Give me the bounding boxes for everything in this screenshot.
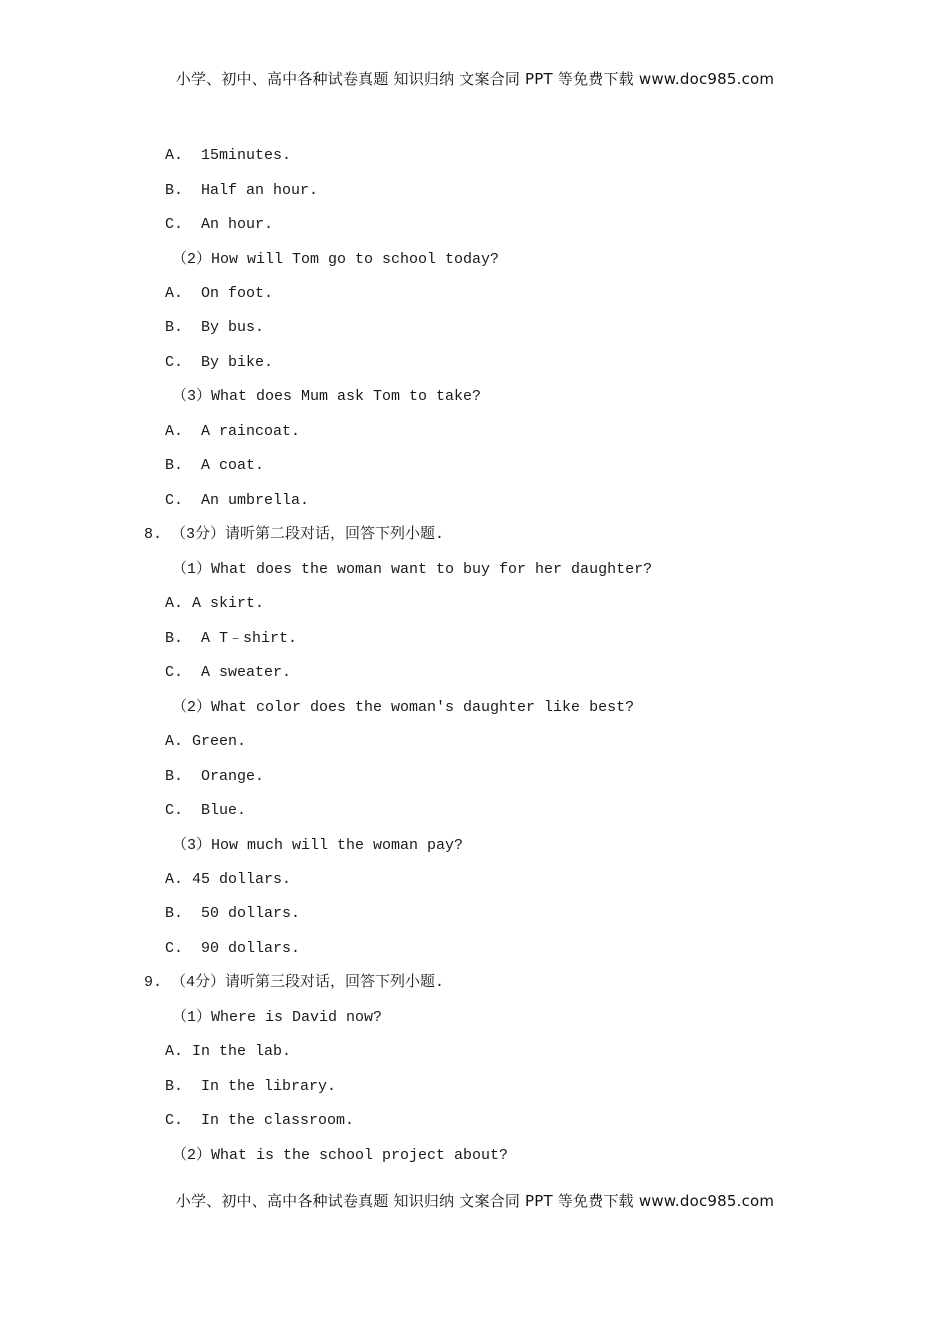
option-line: C. An umbrella. <box>165 492 310 509</box>
option-line: A. In the lab. <box>165 1043 292 1060</box>
option-line: B. A coat. <box>165 457 265 474</box>
sub-question: （3）How much will the woman pay? <box>172 837 464 854</box>
page-header: 小学、初中、高中各种试卷真题 知识归纳 文案合同 PPT 等免费下载 www.doc985.com <box>175 70 775 88</box>
option-line: B. In the library. <box>165 1078 337 1095</box>
option-line: C. Blue. <box>165 802 247 819</box>
sub-question: （2）What is the school project about? <box>172 1147 509 1164</box>
option-line: A. A skirt. <box>165 595 265 612</box>
sub-question: （2）What color does the woman's daughter like best? <box>172 699 635 716</box>
option-line: C. 90 dollars. <box>165 940 301 957</box>
page-footer: 小学、初中、高中各种试卷真题 知识归纳 文案合同 PPT 等免费下载 www.doc985.com <box>175 1192 775 1210</box>
option-line: C. An hour. <box>165 216 274 233</box>
sub-question: （1）Where is David now? <box>172 1009 383 1026</box>
option-line: A. On foot. <box>165 285 274 302</box>
option-line: C. A sweater. <box>165 664 292 681</box>
option-line: C. In the classroom. <box>165 1112 355 1129</box>
option-line: B. Orange. <box>165 768 265 785</box>
question-heading: 8. （3分）请听第二段对话，回答下列小题. <box>144 526 445 543</box>
sub-question: （2）How will Tom go to school today? <box>172 251 500 268</box>
sub-question: （1）What does the woman want to buy for her daughter? <box>172 561 653 578</box>
sub-question: （3）What does Mum ask Tom to take? <box>172 388 482 405</box>
option-line: A. A raincoat. <box>165 423 301 440</box>
option-line: A. 15minutes. <box>165 147 292 164</box>
question-heading: 9. （4分）请听第三段对话，回答下列小题. <box>144 974 445 991</box>
option-line: B. A T﹣shirt. <box>165 630 298 647</box>
option-line: B. By bus. <box>165 319 265 336</box>
option-line: A. Green. <box>165 733 247 750</box>
option-line: B. Half an hour. <box>165 182 319 199</box>
option-line: A. 45 dollars. <box>165 871 292 888</box>
option-line: B. 50 dollars. <box>165 905 301 922</box>
option-line: C. By bike. <box>165 354 274 371</box>
